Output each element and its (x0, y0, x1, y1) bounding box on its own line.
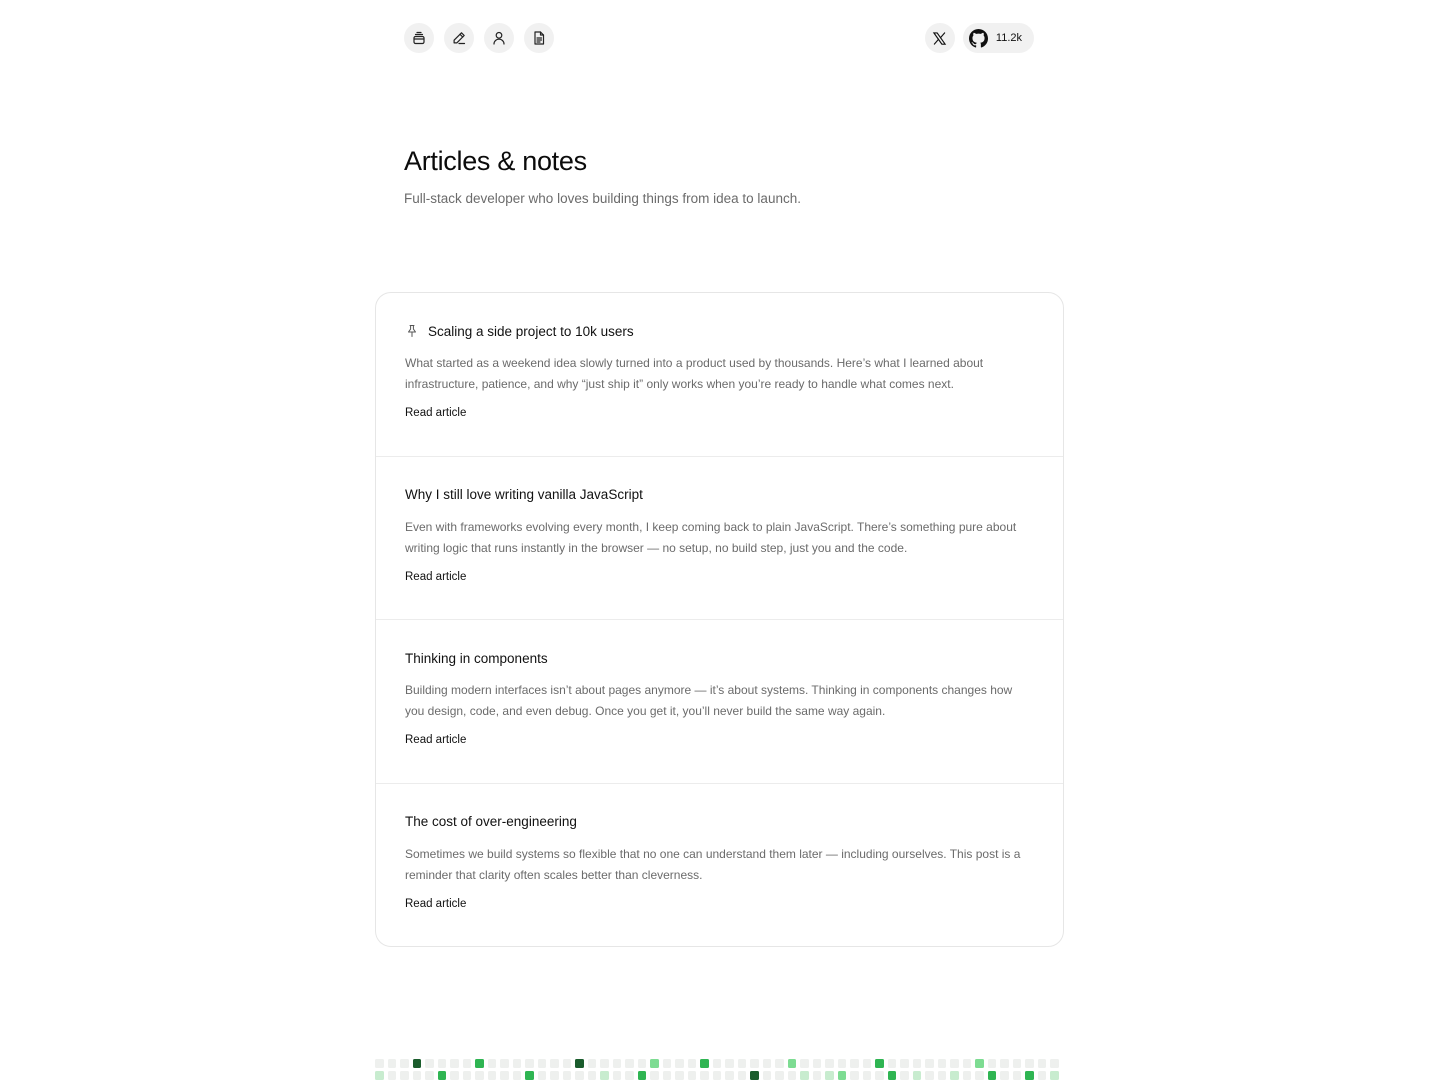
contribution-cell (750, 1071, 759, 1080)
contribution-cell (738, 1071, 747, 1080)
article-excerpt: Even with frameworks evolving every month, I keep coming back to plain JavaScript. There’s something pure about writing logic that runs instantly in the browser — no setup, no build step, just you and the code. (405, 519, 1017, 555)
contribution-cell (825, 1059, 834, 1068)
contribution-cell (925, 1071, 934, 1080)
contribution-cell (863, 1071, 872, 1080)
x-profile-button[interactable] (925, 23, 955, 53)
nav-writing-button[interactable] (444, 23, 474, 53)
stack-icon (411, 30, 427, 46)
article-header (405, 648, 1033, 668)
contribution-cell (375, 1059, 384, 1068)
contribution-cell (825, 1071, 834, 1080)
contribution-cell (400, 1059, 409, 1068)
contribution-cell (525, 1071, 534, 1080)
github-star-count: 11.2k (995, 32, 1022, 44)
social-links (925, 23, 1034, 53)
contribution-cell (1038, 1059, 1047, 1068)
article-header (405, 321, 1033, 341)
nav-about-button[interactable] (484, 23, 514, 53)
article-header (405, 812, 1033, 832)
contribution-cell (625, 1071, 634, 1080)
github-icon (969, 29, 988, 48)
contribution-row (375, 1059, 1065, 1068)
contribution-cell (600, 1059, 609, 1068)
contribution-cell (413, 1059, 422, 1068)
contribution-cell (575, 1059, 584, 1068)
contribution-cell (563, 1071, 572, 1080)
nav-resume-button[interactable] (524, 23, 554, 53)
contribution-cell (700, 1059, 709, 1068)
contribution-cell (475, 1071, 484, 1080)
article-title[interactable]: Thinking in components (405, 650, 548, 666)
document-icon (531, 30, 547, 46)
pen-icon (451, 30, 467, 46)
contribution-cell (725, 1071, 734, 1080)
contribution-cell (725, 1059, 734, 1068)
contribution-cell (713, 1059, 722, 1068)
contribution-cell (963, 1059, 972, 1068)
contribution-cell (975, 1059, 984, 1068)
contribution-cell (413, 1071, 422, 1080)
contribution-cell (1025, 1059, 1034, 1068)
contribution-cell (450, 1059, 459, 1068)
contribution-cell (600, 1071, 609, 1080)
contribution-cell (850, 1059, 859, 1068)
contribution-cell (750, 1059, 759, 1068)
contribution-cell (813, 1059, 822, 1068)
contribution-cell (938, 1071, 947, 1080)
contribution-cell (713, 1071, 722, 1080)
contribution-cell (788, 1071, 797, 1080)
contribution-cell (763, 1059, 772, 1068)
contribution-cell (888, 1071, 897, 1080)
articles-list (375, 292, 1064, 947)
x-logo-icon (932, 31, 947, 46)
contribution-cell (438, 1059, 447, 1068)
article-excerpt: Building modern interfaces isn’t about pages anymore — it’s about systems. Thinking in components changes how you design, code, and even debug. Once you get it, you’ll never build the same way again. (405, 683, 1013, 718)
contribution-cell (588, 1059, 597, 1068)
article-item (376, 457, 1063, 621)
contribution-cell (425, 1071, 434, 1080)
read-article-link[interactable]: Read article (405, 407, 467, 419)
page-subtitle: Full-stack developer who loves building things from idea to launch. (404, 191, 801, 206)
contribution-cell (563, 1059, 572, 1068)
contribution-cell (588, 1071, 597, 1080)
article-excerpt: Sometimes we build systems so flexible that no one can understand them later — including ourselves. This post is a reminder that clarity often scales better than cleverness. (405, 846, 1021, 882)
contribution-cell (650, 1059, 659, 1068)
contribution-cell (988, 1071, 997, 1080)
contribution-cell (638, 1071, 647, 1080)
article-excerpt: What started as a weekend idea slowly turned into a product used by thousands. Here’s what I learned about infrastructure, patience, and why “just ship it” only works when you’re ready to handle what comes next. (405, 356, 984, 391)
contribution-cell (1050, 1071, 1059, 1080)
contribution-cell (813, 1071, 822, 1080)
contribution-cell (950, 1059, 959, 1068)
contribution-cell (663, 1059, 672, 1068)
contribution-cell (863, 1059, 872, 1068)
article-header (405, 485, 1033, 505)
contribution-cell (875, 1071, 884, 1080)
pin-icon (405, 324, 419, 338)
contribution-cell (963, 1071, 972, 1080)
contribution-cell (613, 1059, 622, 1068)
contribution-cell (800, 1071, 809, 1080)
contribution-cell (538, 1071, 547, 1080)
hero (404, 144, 1044, 208)
contribution-cell (575, 1071, 584, 1080)
contribution-cell (1038, 1071, 1047, 1080)
contribution-cell (1025, 1071, 1034, 1080)
contribution-cell (763, 1071, 772, 1080)
contribution-cell (613, 1071, 622, 1080)
contribution-cell (488, 1059, 497, 1068)
contribution-cell (738, 1059, 747, 1068)
contribution-cell (838, 1059, 847, 1068)
article-item (376, 293, 1063, 457)
contribution-cell (375, 1071, 384, 1080)
contribution-cell (463, 1059, 472, 1068)
contribution-cell (488, 1071, 497, 1080)
article-title[interactable]: The cost of over-engineering (405, 814, 577, 829)
contribution-cell (700, 1071, 709, 1080)
user-icon (491, 30, 507, 46)
top-nav (404, 23, 554, 53)
contribution-cell (950, 1071, 959, 1080)
contribution-cell (388, 1059, 397, 1068)
contribution-cell (538, 1059, 547, 1068)
contribution-cell (450, 1071, 459, 1080)
contribution-cell (1013, 1059, 1022, 1068)
contribution-cell (500, 1059, 509, 1068)
contribution-cell (988, 1059, 997, 1068)
contribution-cell (838, 1071, 847, 1080)
contribution-cell (888, 1059, 897, 1068)
contribution-cell (1000, 1059, 1009, 1068)
contribution-cell (850, 1071, 859, 1080)
contribution-cell (938, 1059, 947, 1068)
read-article-link[interactable]: Read article (405, 734, 467, 746)
contribution-cell (775, 1059, 784, 1068)
article-item (376, 784, 1063, 948)
contribution-cell (400, 1071, 409, 1080)
contribution-cell (550, 1071, 559, 1080)
contribution-cell (525, 1059, 534, 1068)
contribution-cell (900, 1059, 909, 1068)
contribution-cell (675, 1059, 684, 1068)
contribution-cell (425, 1059, 434, 1068)
contribution-cell (663, 1071, 672, 1080)
contribution-cell (925, 1059, 934, 1068)
contribution-cell (688, 1071, 697, 1080)
contribution-cell (1013, 1071, 1022, 1080)
article-title[interactable]: Scaling a side project to 10k users (428, 323, 634, 339)
contribution-graph (375, 1059, 1065, 1080)
contribution-cell (475, 1059, 484, 1068)
contribution-cell (388, 1071, 397, 1080)
contribution-cell (875, 1059, 884, 1068)
article-title[interactable]: Why I still love writing vanilla JavaScript (405, 487, 643, 502)
contribution-cell (900, 1071, 909, 1080)
github-stars-button[interactable] (963, 23, 1034, 53)
contribution-cell (463, 1071, 472, 1080)
contribution-cell (625, 1059, 634, 1068)
contribution-cell (438, 1071, 447, 1080)
contribution-cell (688, 1059, 697, 1068)
contribution-cell (650, 1071, 659, 1080)
contribution-cell (513, 1071, 522, 1080)
read-article-link[interactable]: Read article (405, 897, 467, 910)
contribution-cell (913, 1071, 922, 1080)
nav-home-button[interactable] (404, 23, 434, 53)
contribution-cell (1050, 1059, 1059, 1068)
contribution-cell (800, 1059, 809, 1068)
contribution-cell (788, 1059, 797, 1068)
contribution-cell (975, 1071, 984, 1080)
contribution-row (375, 1071, 1065, 1080)
article-item (376, 620, 1063, 784)
contribution-cell (1000, 1071, 1009, 1080)
contribution-cell (500, 1071, 509, 1080)
contribution-cell (675, 1071, 684, 1080)
page-title: Articles & notes (404, 146, 587, 176)
contribution-cell (550, 1059, 559, 1068)
read-article-link[interactable]: Read article (405, 570, 467, 583)
contribution-cell (913, 1059, 922, 1068)
contribution-cell (513, 1059, 522, 1068)
contribution-cell (775, 1071, 784, 1080)
contribution-cell (638, 1059, 647, 1068)
